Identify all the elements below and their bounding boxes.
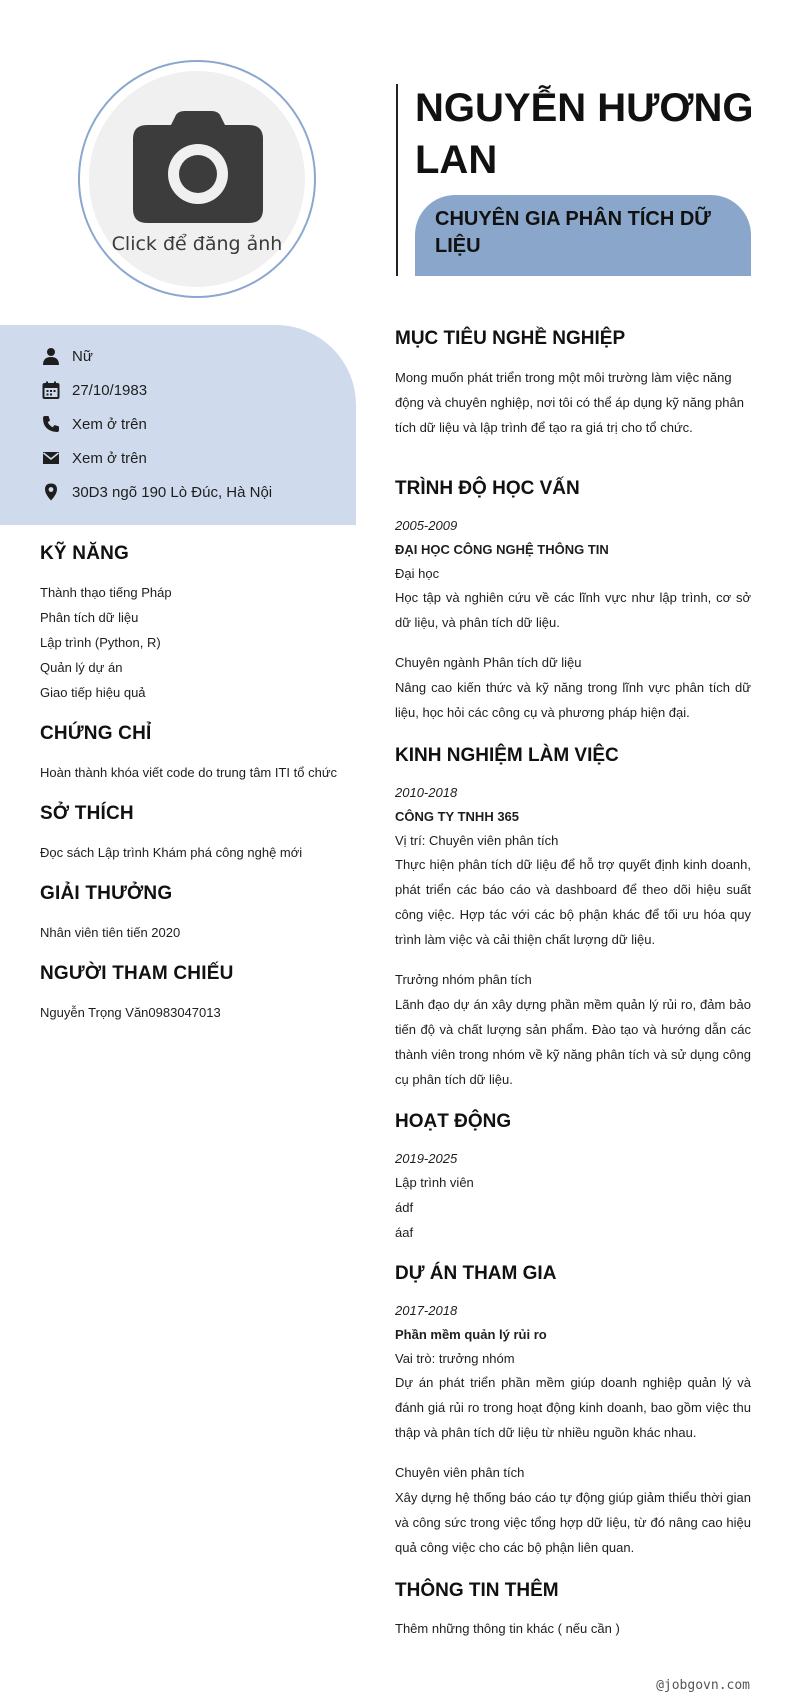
skill-item: Phân tích dữ liệu (40, 610, 139, 625)
awards-heading: GIẢI THƯỞNG (40, 883, 173, 904)
full-name: NGUYỄN HƯƠNG LAN (415, 86, 754, 182)
contact-email (42, 447, 147, 469)
mail-icon (42, 449, 60, 467)
extra-info-text: Thêm những thông tin khác ( nếu cần ) (395, 1621, 620, 1636)
objective-text: Mong muốn phát triển trong một môi trường làm việc năng động và chuyên nghiệp, nơi tôi có thể áp dụng kỹ năng phân tích dữ liệu và lập trình để tạo ra giá trị cho tổ chức. (395, 370, 744, 435)
experience-role: Trưởng nhóm phân tích (395, 972, 532, 987)
activities-line: áaf (395, 1225, 414, 1240)
education-major-description: Nâng cao kiến thức và kỹ năng trong lĩnh vực phân tích dữ liệu, học hỏi các công cụ và phương pháp hiện đại. (395, 680, 751, 720)
gender-text: Nữ (72, 347, 93, 365)
education-level: Đại học (395, 566, 440, 581)
award-item: Nhân viên tiên tiến 2020 (40, 925, 181, 940)
email-text: Xem ở trên (72, 449, 147, 467)
reference-item: Nguyễn Trọng Văn0983047013 (40, 1005, 221, 1020)
certificates-heading: CHỨNG CHỈ (40, 723, 152, 744)
skill-item: Quản lý dự án (40, 660, 123, 675)
project-role-2-description: Xây dựng hệ thống báo cáo tự động giúp giảm thiểu thời gian và công sức trong việc tổng hợp dữ liệu, từ đó nâng cao hiệu quả công việc cho các bộ phận liên quan. (395, 1490, 751, 1555)
location-pin-icon (42, 483, 60, 501)
phone-text: Xem ở trên (72, 415, 147, 433)
contact-gender (42, 345, 93, 367)
upload-photo-label: Click để đăng ảnh (111, 233, 283, 255)
activities-line: ádf (395, 1200, 414, 1215)
contact-birthday (42, 379, 147, 401)
avatar-upload-area[interactable] (89, 71, 305, 287)
skill-item: Lập trình (Python, R) (40, 635, 161, 650)
contact-phone (42, 413, 147, 435)
avatar-frame[interactable] (78, 60, 316, 298)
activities-heading: HOẠT ĐỘNG (395, 1111, 512, 1132)
experience-period: 2010-2018 (395, 785, 458, 800)
experience-company: CÔNG TY TNHH 365 (395, 809, 520, 824)
education-school: ĐẠI HỌC CÔNG NGHỆ THÔNG TIN (395, 542, 609, 557)
hobbies-text: Đọc sách Lập trình Khám phá công nghệ mới (40, 845, 303, 860)
hobbies-heading: SỞ THÍCH (40, 803, 134, 824)
phone-icon (42, 415, 60, 433)
contact-address (42, 481, 272, 503)
experience-heading: KINH NGHIỆM LÀM VIỆC (395, 745, 619, 766)
birthday-text: 27/10/1983 (72, 381, 148, 399)
project-name: Phần mềm quản lý rủi ro (395, 1327, 547, 1342)
experience-position: Vị trí: Chuyên viên phân tích (395, 833, 559, 848)
project-role-2: Chuyên viên phân tích (395, 1465, 525, 1480)
certificate-item: Hoàn thành khóa viết code do trung tâm ITI tổ chức (40, 765, 338, 780)
experience-role-description: Lãnh đạo dự án xây dựng phần mềm quản lý rủi ro, đảm bảo tiến độ và chất lượng sản phẩm. Đào tạo và hướng dẫn các thành viên trong nhóm về kỹ năng phân tích và sử dụng công cụ phân tích dữ liệu. (395, 997, 751, 1087)
project-role: Vai trò: trưởng nhóm (395, 1351, 515, 1366)
watermark: @jobgovn.com (656, 1678, 750, 1693)
projects-heading: DỰ ÁN THAM GIA (395, 1263, 557, 1284)
activities-period: 2019-2025 (395, 1151, 458, 1166)
skill-item: Thành thạo tiếng Pháp (40, 585, 172, 600)
project-description: Dự án phát triển phần mềm giúp doanh nghiệp quản lý và đánh giá rủi ro trong hoạt động kinh doanh, bao gồm việc thu thập và phân tích dữ liệu từ nhiều nguồn khác nhau. (395, 1375, 751, 1440)
name-accent-bar (396, 84, 398, 276)
person-icon (42, 347, 60, 365)
calendar-icon (42, 381, 60, 399)
education-major: Chuyên ngành Phân tích dữ liệu (395, 655, 582, 670)
job-title: CHUYÊN GIA PHÂN TÍCH DỮ LIỆU (435, 208, 711, 257)
project-period: 2017-2018 (395, 1303, 458, 1318)
education-period: 2005-2009 (395, 518, 458, 533)
education-heading: TRÌNH ĐỘ HỌC VẤN (395, 478, 580, 499)
camera-icon (133, 111, 263, 223)
education-description: Học tập và nghiên cứu về các lĩnh vực như lập trình, cơ sở dữ liệu, và phân tích dữ liệu. (395, 590, 751, 630)
address-text: 30D3 ngõ 190 Lò Đúc, Hà Nội (72, 483, 273, 501)
activities-role: Lập trình viên (395, 1175, 474, 1190)
experience-description: Thực hiện phân tích dữ liệu để hỗ trợ quyết định kinh doanh, phát triển các báo cáo và dashboard để theo dõi hiệu suất công việc. Hợp tác với các bộ phận khác để tối ưu hóa quy trình làm việc và cải thiện chất lượng dữ liệu. (395, 857, 751, 947)
job-title-badge (415, 195, 751, 276)
extra-info-heading: THÔNG TIN THÊM (395, 1580, 559, 1601)
objective-heading: MỤC TIÊU NGHỀ NGHIỆP (395, 328, 626, 349)
references-heading: NGƯỜI THAM CHIẾU (40, 963, 234, 984)
skill-item: Giao tiếp hiệu quả (40, 685, 146, 700)
skills-heading: KỸ NĂNG (40, 543, 130, 564)
